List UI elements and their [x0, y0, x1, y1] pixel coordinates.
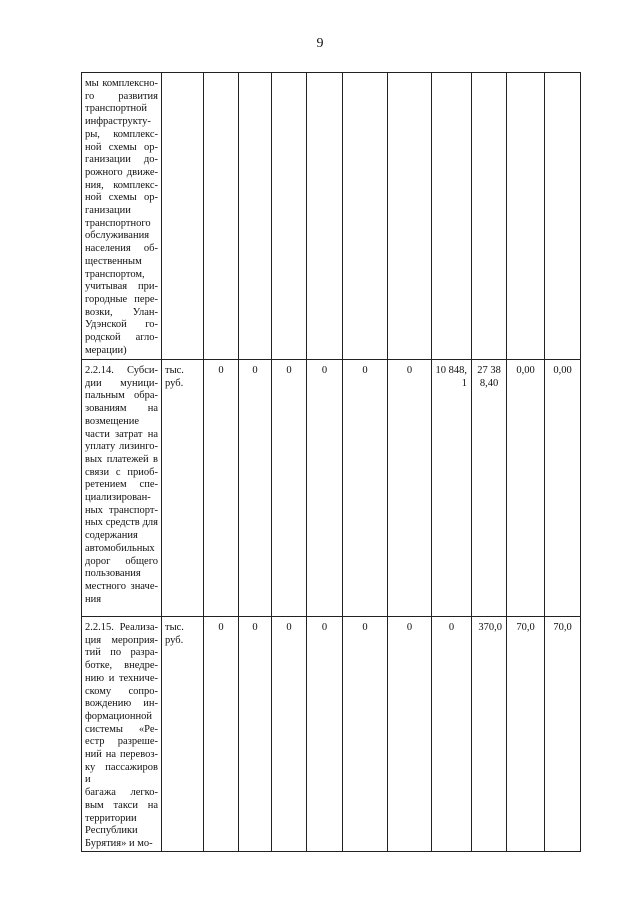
value-cell: 0 — [239, 617, 272, 852]
cell-text-line: уплату лизинго- — [85, 441, 158, 453]
cell-text-line: ний на перевоз- — [85, 749, 158, 761]
value-cell — [545, 73, 581, 360]
cell-text-line: мы комплексно- — [85, 78, 158, 89]
page-number: 9 — [316, 36, 324, 51]
cell-text-line: ботке, внедре- — [85, 660, 158, 672]
value-cell: 0 — [432, 617, 472, 852]
value-cell — [388, 73, 432, 360]
table-row — [82, 360, 581, 617]
cell-text-line: Республики — [85, 825, 138, 837]
table-row — [82, 73, 581, 360]
cell-text-line: ния — [85, 593, 102, 605]
cell-text-line: ку пассажиров и — [85, 761, 158, 786]
cell-text-line: Удэнской го- — [85, 319, 158, 331]
cell-text-line: учитывая при- — [85, 281, 158, 293]
value-cell: 0 — [343, 360, 388, 617]
program-table — [81, 72, 581, 852]
cell-text-line: ния, комплекс- — [85, 179, 158, 191]
cell-text-line: транспортного — [85, 217, 151, 229]
value-cell: 0 — [204, 617, 239, 852]
value-cell: 0,00 — [507, 360, 545, 617]
cell-text-line: нию и техниче- — [85, 672, 158, 684]
cell-text-line: го развития — [85, 90, 158, 102]
cell-text-line: ных транспорт- — [85, 504, 158, 516]
value-cell: 0 — [272, 360, 307, 617]
value-cell — [307, 73, 343, 360]
cell-text-line: дии муници- — [85, 377, 158, 389]
cell-text-line: транспортной — [85, 103, 147, 115]
value-cell: 0 — [239, 360, 272, 617]
cell-text-line: ных средств для — [85, 517, 158, 529]
cell-text-line: 2.2.15. Реализа- — [85, 622, 158, 633]
unit-cell: тыс. руб. — [162, 360, 204, 617]
cell-text-line: щественным — [85, 255, 142, 267]
value-cell — [432, 73, 472, 360]
cell-text-line: системы «Ре- — [85, 723, 158, 735]
cell-text-line: инфраструкту- — [85, 116, 151, 128]
row-name-cell — [82, 360, 162, 617]
cell-text-line: возки, Улан- — [85, 306, 158, 318]
value-cell: 27 38 8,40 — [472, 360, 507, 617]
cell-text-line: 2.2.14. Субси- — [85, 365, 158, 376]
cell-text-line: ганизации до- — [85, 154, 158, 166]
value-cell: 0 — [388, 617, 432, 852]
row-name-cell — [82, 73, 162, 360]
cell-text-line: ция мероприя- — [85, 634, 158, 646]
value-cell: 10 848, 1 — [432, 360, 472, 617]
value-cell — [343, 73, 388, 360]
cell-text-line: пальным обра- — [85, 390, 158, 402]
cell-text-line: ретением спе- — [85, 479, 158, 491]
cell-text-line: автомобильных — [85, 542, 155, 554]
cell-text-line: населения об- — [85, 243, 158, 255]
cell-text-line: обслуживания — [85, 230, 150, 242]
cell-text-line: территории — [85, 812, 137, 824]
value-cell: 0 — [307, 360, 343, 617]
value-cell — [472, 73, 507, 360]
cell-text-line: рожного движе- — [85, 166, 158, 178]
cell-text-line: городные пере- — [85, 293, 158, 305]
cell-text-line: ры, комплекс- — [85, 128, 158, 140]
cell-text-line: пользования — [85, 568, 141, 580]
unit-cell: тыс. руб. — [162, 617, 204, 852]
unit-cell — [162, 73, 204, 360]
value-cell — [204, 73, 239, 360]
cell-text-line: ганизации — [85, 205, 131, 217]
cell-text-line: циализирован- — [85, 492, 151, 504]
cell-text-line: скому сопро- — [85, 685, 158, 697]
cell-text-line: багажа легко- — [85, 787, 158, 799]
cell-text-line: части затрат на — [85, 428, 158, 440]
cell-text-line: Бурятия» и мо- — [85, 837, 153, 849]
cell-text-line: тий по разра- — [85, 647, 158, 659]
cell-text-line: зованиям на — [85, 403, 158, 415]
cell-text-line: вых платежей в — [85, 453, 158, 465]
value-cell: 70,0 — [507, 617, 545, 852]
cell-text-line: вождению ин- — [85, 698, 158, 710]
value-cell: 0,00 — [545, 360, 581, 617]
cell-text-line: связи с приоб- — [85, 466, 158, 478]
cell-text-line: местного значе- — [85, 580, 158, 592]
cell-text-line: возмещение — [85, 415, 140, 427]
cell-text-line: дорог общего — [85, 555, 158, 567]
value-cell: 0 — [272, 617, 307, 852]
cell-text-line: содержания — [85, 530, 138, 542]
cell-text-line: вым такси на — [85, 799, 158, 811]
cell-text-line: естр разреше- — [85, 736, 158, 748]
value-cell: 0 — [343, 617, 388, 852]
value-cell — [507, 73, 545, 360]
value-cell: 0 — [388, 360, 432, 617]
cell-text-line: ной схемы ор- — [85, 192, 158, 204]
row-name-cell — [82, 617, 162, 852]
value-cell: 0 — [204, 360, 239, 617]
cell-text-line: транспортом, — [85, 268, 145, 280]
value-cell — [239, 73, 272, 360]
cell-text-line: ной схемы ор- — [85, 141, 158, 153]
value-cell: 370,0 — [472, 617, 507, 852]
table-row — [82, 617, 581, 852]
value-cell — [272, 73, 307, 360]
value-cell: 70,0 — [545, 617, 581, 852]
cell-text-line: родской агло- — [85, 332, 158, 344]
cell-text-line: мерации) — [85, 344, 127, 356]
value-cell: 0 — [307, 617, 343, 852]
cell-text-line: формационной — [85, 710, 152, 722]
